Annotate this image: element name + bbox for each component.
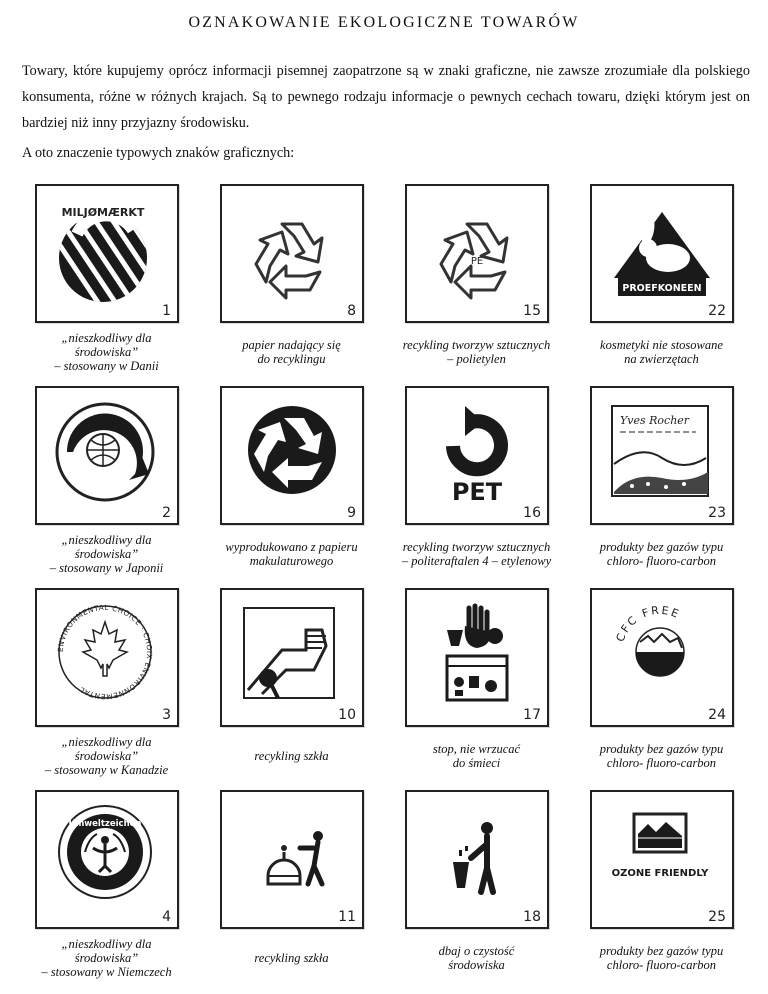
sign-cell — [14, 382, 199, 584]
sign-frame — [220, 588, 364, 727]
svg-text:CFC FREE — [614, 604, 683, 644]
sign-caption: recykling szkła — [254, 749, 329, 763]
sign-frame — [220, 184, 364, 323]
sign-caption: recykling tworzyw sztucznych – politeraftalen 4 – etylenowy — [401, 540, 552, 568]
sign-cell — [569, 180, 754, 382]
sign-cell — [14, 180, 199, 382]
umweltzeichen-icon — [37, 792, 177, 927]
sign-number: 2 — [162, 505, 171, 521]
sign-caption: produkty bez gazów typu chloro- fluoro-carbon — [599, 944, 724, 972]
sign-frame — [405, 790, 549, 929]
sign-caption: recykling tworzyw sztucznych – polietylen — [402, 338, 551, 366]
sign-symbol-text: Yves Rocher — [620, 414, 690, 427]
sign-number: 1 — [162, 303, 171, 319]
do-not-litter-hand-icon — [407, 590, 547, 725]
tidyman-icon — [407, 792, 547, 927]
sign-cell — [569, 786, 754, 988]
sign-cell — [14, 786, 199, 988]
svg-text:ENVIRONMENTAL CHOICE · CHOIX E — [56, 603, 154, 701]
page-title: OZNAKOWANIE EKOLOGICZNE TOWARÓW — [188, 14, 580, 31]
sign-symbol-text: Umweltzeichen — [68, 819, 142, 829]
sign-number: 16 — [523, 505, 541, 521]
sign-frame — [220, 386, 364, 525]
sign-number: 18 — [523, 909, 541, 925]
sign-caption: stop, nie wrzucać do śmieci — [432, 742, 521, 770]
recycled-paper-icon — [222, 388, 362, 523]
sign-caption: papier nadający się do recyklingu — [242, 338, 341, 366]
sign-frame — [405, 588, 549, 727]
sign-symbol-text: ENVIRONMENTAL CHOICE · CHOIX ENVIRONNEMENTAL — [55, 602, 155, 702]
sign-number: 23 — [708, 505, 726, 521]
sign-caption: dbaj o czystość środowiska — [438, 944, 515, 972]
sign-frame — [35, 386, 179, 525]
pe-recycling-icon — [407, 186, 547, 321]
sign-number: 3 — [162, 707, 171, 723]
sign-symbol-text: PET — [451, 478, 503, 506]
cfc-free-icon — [592, 590, 732, 725]
sign-cell — [384, 584, 569, 786]
sign-number: 22 — [708, 303, 726, 319]
signs-grid — [14, 180, 754, 990]
glass-recycling-hand-icon — [222, 590, 362, 725]
sign-number: 9 — [347, 505, 356, 521]
pet-recycling-icon — [407, 388, 547, 523]
sign-cell — [199, 382, 384, 584]
sign-cell — [569, 584, 754, 786]
sign-frame — [590, 386, 734, 525]
sign-caption: produkty bez gazów typu chloro- fluoro-carbon — [599, 742, 724, 770]
sign-number: 4 — [162, 909, 171, 925]
sign-symbol-text: PROEFKONEEN — [622, 283, 702, 294]
sign-frame — [590, 184, 734, 323]
sign-cell — [384, 786, 569, 988]
sign-symbol-text: PE — [470, 256, 484, 267]
sign-frame — [35, 588, 179, 727]
sign-frame — [220, 790, 364, 929]
sign-frame — [35, 790, 179, 929]
intro-paragraph: Towary, które kupujemy oprócz informacji pisemnej zaopatrzone są w znaki graficzne, nie zawsze zrozumiałe dla polskiego konsumenta, różne w różnych krajach. Są to pewnego rodzaju informacje o pewnych cechach towaru, dzięki którym jest on bardziej niż inny przyjazny środowisku. — [22, 63, 750, 131]
environmental-choice-icon — [37, 590, 177, 725]
sign-number: 8 — [347, 303, 356, 319]
sign-symbol-text: OZONE FRIENDLY — [611, 868, 709, 879]
sign-cell — [199, 584, 384, 786]
sign-frame — [590, 790, 734, 929]
ozone-friendly-icon — [592, 792, 732, 927]
sign-cell — [14, 584, 199, 786]
sign-cell — [384, 180, 569, 382]
sign-number: 11 — [338, 909, 356, 925]
sign-caption: „nieszkodliwy dla środowiska” – stosowany w Japonii — [49, 533, 164, 575]
sign-caption: produkty bez gazów typu chloro- fluoro-carbon — [599, 540, 724, 568]
sign-cell — [199, 786, 384, 988]
sign-number: 10 — [338, 707, 356, 723]
sign-caption: „nieszkodliwy dla środowiska” – stosowany w Danii — [54, 331, 159, 373]
sign-caption: recykling szkła — [254, 951, 329, 965]
rabbit-cruelty-free-icon — [592, 186, 732, 321]
sign-frame — [405, 386, 549, 525]
sign-number: 25 — [708, 909, 726, 925]
japan-eco-mark-icon — [37, 388, 177, 523]
sign-frame — [590, 588, 734, 727]
lead-text: A oto znaczenie typowych znaków graficznych: — [22, 145, 295, 161]
bottle-bank-icon — [222, 792, 362, 927]
sign-cell — [199, 180, 384, 382]
sign-caption: „nieszkodliwy dla środowiska” – stosowany w Kanadzie — [44, 735, 169, 777]
sign-frame — [405, 184, 549, 323]
sign-caption: kosmetyki nie stosowane na zwierzętach — [600, 338, 723, 366]
sign-number: 15 — [523, 303, 541, 319]
sign-cell — [384, 382, 569, 584]
sign-caption: „nieszkodliwy dla środowiska” – stosowany w Niemczech — [41, 937, 172, 979]
sign-number: 17 — [523, 707, 541, 723]
sign-symbol-text: MILJØMÆRKT — [61, 206, 145, 219]
danish-miljomaerket-icon — [37, 186, 177, 321]
sign-frame — [35, 184, 179, 323]
sign-cell — [569, 382, 754, 584]
sign-symbol-text: CFC FREE — [613, 603, 683, 644]
recycling-arrows-icon — [222, 186, 362, 321]
sign-number: 24 — [708, 707, 726, 723]
yves-rocher-icon — [592, 388, 732, 523]
sign-caption: wyprodukowano z papieru makulaturowego — [225, 540, 358, 568]
